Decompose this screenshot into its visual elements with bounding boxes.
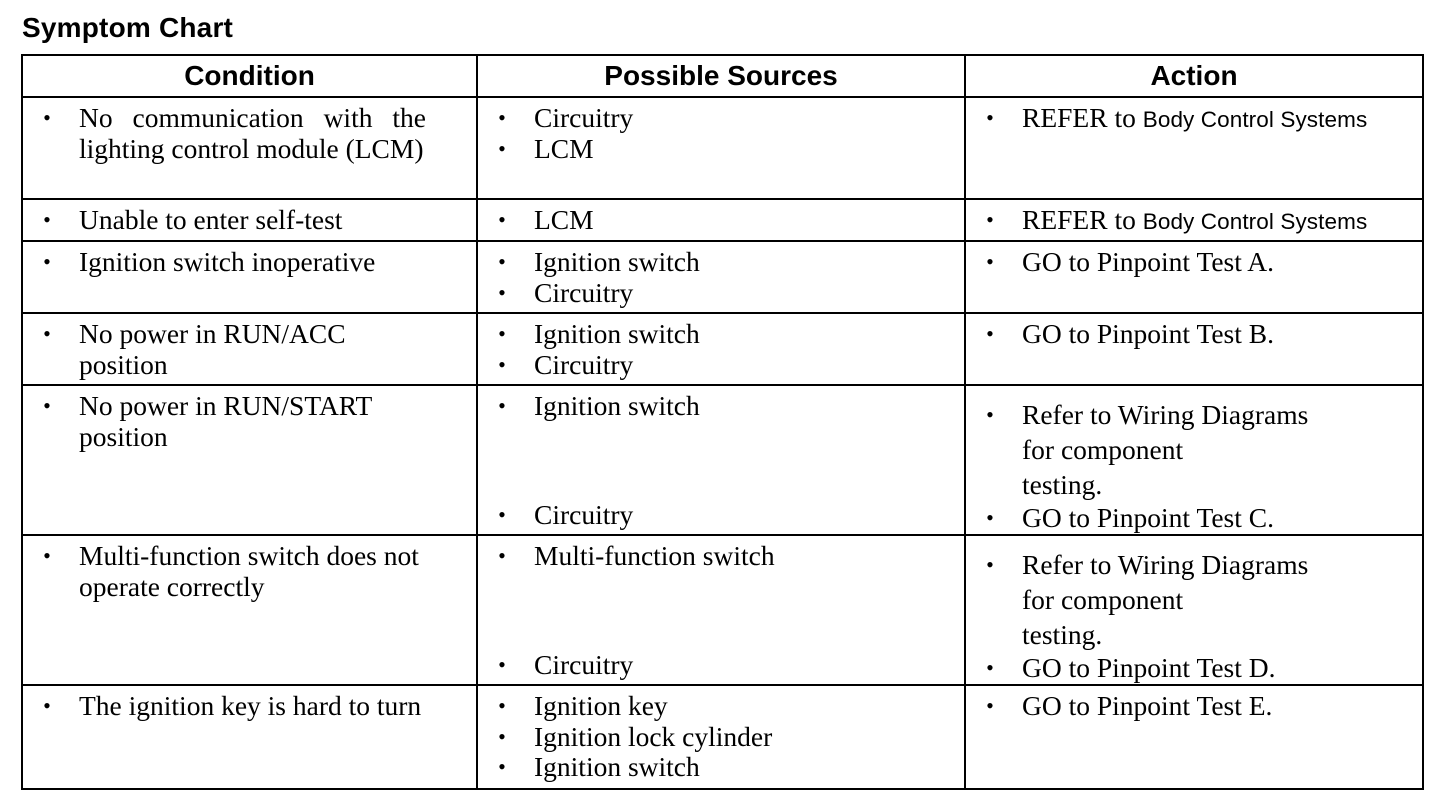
bullet-icon: • xyxy=(498,351,506,377)
source-item: • Multi-function switch xyxy=(492,541,958,572)
bullet-icon: • xyxy=(986,655,994,680)
source-item: • Ignition key xyxy=(492,691,958,722)
action-cell xyxy=(965,385,1423,535)
condition-cell xyxy=(22,199,477,241)
source-item: • LCM xyxy=(492,205,958,236)
action-item: • GO to Pinpoint Test C. xyxy=(980,503,1416,534)
bullet-icon: • xyxy=(43,207,51,232)
bullet-icon: • xyxy=(498,651,506,677)
bullet-icon: • xyxy=(43,249,51,274)
condition-text: No communication with the lighting control module (LCM) xyxy=(79,102,426,164)
header-condition: Condition xyxy=(22,55,477,97)
source-item: • Circuitry xyxy=(492,500,958,531)
bullet-icon: • xyxy=(43,393,51,418)
source-item: • Ignition lock cylinder xyxy=(492,722,958,753)
bullet-icon: • xyxy=(498,723,506,749)
header-action: Action xyxy=(965,55,1423,97)
source-item: • LCM xyxy=(492,134,958,165)
bullet-icon: • xyxy=(498,693,506,718)
table-row xyxy=(22,241,1423,313)
symptom-table xyxy=(21,54,1424,790)
bullet-icon: • xyxy=(498,135,506,161)
bullet-icon: • xyxy=(43,543,51,568)
bullet-icon: • xyxy=(43,693,51,718)
bullet-icon: • xyxy=(43,321,51,346)
condition-cell xyxy=(22,385,477,535)
action-item: • GO to Pinpoint Test A. xyxy=(980,247,1416,278)
bullet-icon: • xyxy=(498,105,506,130)
sources-cell xyxy=(477,685,965,789)
action-item: • GO to Pinpoint Test E. xyxy=(980,691,1416,722)
table-row xyxy=(22,685,1423,789)
action-cell xyxy=(965,241,1423,313)
source-item: • Ignition switch xyxy=(492,319,958,350)
bullet-icon: • xyxy=(498,279,506,305)
action-cell xyxy=(965,97,1423,199)
sources-cell xyxy=(477,97,965,199)
action-cell xyxy=(965,199,1423,241)
action-item: • GO to Pinpoint Test D. xyxy=(980,653,1416,684)
condition-text: No power in RUN/ACC position xyxy=(79,318,346,380)
bullet-icon: • xyxy=(986,321,994,346)
condition-text: Unable to enter self-test xyxy=(79,204,343,235)
condition-cell xyxy=(22,535,477,685)
action-item: • REFER to Body Control Systems xyxy=(980,103,1416,136)
bullet-icon: • xyxy=(498,207,506,232)
sources-cell xyxy=(477,241,965,313)
source-item: • Circuitry xyxy=(492,278,958,309)
bullet-icon: • xyxy=(986,105,994,130)
action-cell xyxy=(965,313,1423,385)
bullet-icon: • xyxy=(43,105,51,130)
bullet-icon: • xyxy=(986,693,994,718)
sources-cell xyxy=(477,535,965,685)
chart-title: Symptom Chart xyxy=(22,12,234,43)
table-row xyxy=(22,535,1423,685)
bullet-icon: • xyxy=(498,754,506,779)
condition-text: Multi-function switch does not operate correctly xyxy=(79,540,419,602)
source-item: • Circuitry xyxy=(492,103,958,134)
source-item: • Circuitry xyxy=(492,650,958,681)
bullet-icon: • xyxy=(986,207,994,232)
condition-text: Ignition switch inoperative xyxy=(79,246,376,277)
sources-cell xyxy=(477,385,965,535)
source-item: • Circuitry xyxy=(492,350,958,381)
action-cell xyxy=(965,535,1423,685)
action-item: • Refer to Wiring Diagrams for component testing. xyxy=(980,547,1416,653)
bullet-icon: • xyxy=(498,501,506,527)
sources-cell xyxy=(477,313,965,385)
condition-cell xyxy=(22,313,477,385)
action-item: • GO to Pinpoint Test B. xyxy=(980,319,1416,350)
header-row xyxy=(22,55,1423,97)
reference-link: Body Control Systems xyxy=(1142,209,1368,234)
source-item: • Ignition switch xyxy=(492,752,958,783)
table-row xyxy=(22,199,1423,241)
bullet-icon: • xyxy=(498,543,506,568)
table-row xyxy=(22,313,1423,385)
bullet-icon: • xyxy=(498,393,506,418)
bullet-icon: • xyxy=(986,552,994,577)
action-item: • REFER to Body Control Systems xyxy=(980,205,1416,238)
source-item: • Ignition switch xyxy=(492,391,958,422)
table-row xyxy=(22,97,1423,199)
condition-text: No power in RUN/START position xyxy=(79,390,372,452)
condition-text: The ignition key is hard to turn xyxy=(79,690,422,721)
action-item: • Refer to Wiring Diagrams for component testing. xyxy=(980,397,1416,503)
source-item: • Ignition switch xyxy=(492,247,958,278)
table-row xyxy=(22,385,1423,535)
bullet-icon: • xyxy=(498,321,506,346)
bullet-icon: • xyxy=(498,249,506,274)
bullet-icon: • xyxy=(986,249,994,274)
reference-link: Body Control Systems xyxy=(1142,107,1368,132)
condition-cell xyxy=(22,241,477,313)
header-possible-sources: Possible Sources xyxy=(477,55,965,97)
bullet-icon: • xyxy=(986,402,994,427)
action-cell xyxy=(965,685,1423,789)
bullet-icon: • xyxy=(986,505,994,530)
condition-cell xyxy=(22,685,477,789)
condition-cell xyxy=(22,97,477,199)
sources-cell xyxy=(477,199,965,241)
